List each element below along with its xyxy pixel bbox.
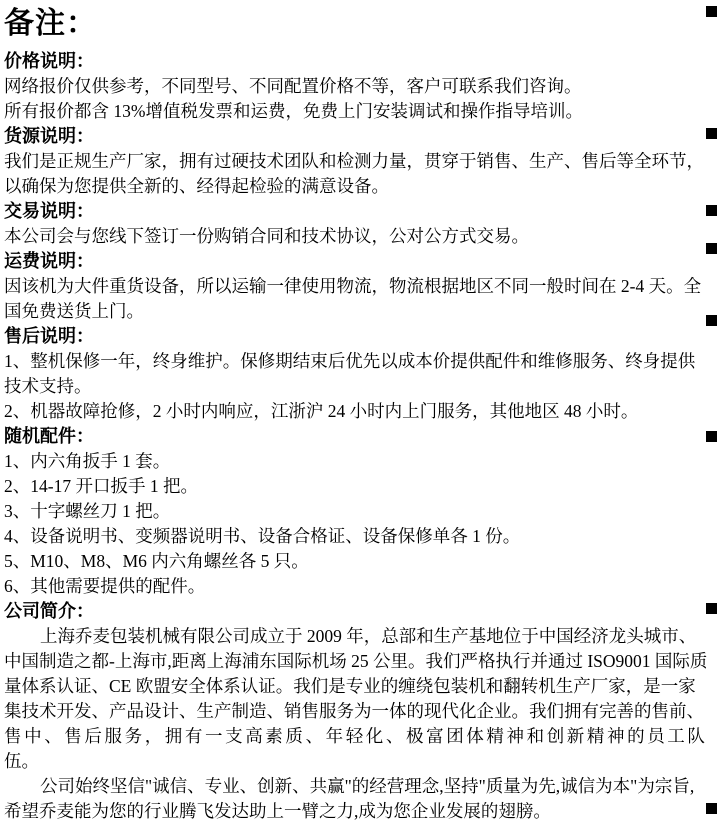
document-section [4, 49, 715, 124]
black-square-marker [706, 603, 717, 614]
text-line: 中国制造之都-上海市,距离上海浦东国际机场 25 公里。我们严格执行并通过 ISO9001 国际质 [4, 651, 708, 671]
text-line: 售中、售后服务，拥有一支高素质、年轻化、极富团体精神和创新精神的员工队 [4, 726, 708, 746]
text-line: 6、其他需要提供的配件。 [4, 576, 206, 596]
black-square-marker [706, 803, 717, 814]
text-line: 3、十字螺丝刀 1 把。 [4, 501, 171, 521]
text-line: 1、整机保修一年，终身维护。保修期结束后优先以成本价提供配件和维修服务、终身提供 [4, 351, 696, 371]
text-line: 2、机器故障抢修，2 小时内响应，江浙沪 24 小时内上门服务，其他地区 48 小时。 [4, 401, 639, 421]
section-heading: 货源说明： [4, 126, 94, 146]
text-line: 我们是正规生产厂家，拥有过硬技术团队和检测力量，贯穿于销售、生产、售后等全环节， [4, 151, 704, 171]
document-section [4, 599, 715, 824]
black-square-marker [706, 431, 717, 442]
black-square-marker [706, 315, 717, 326]
text-line: 5、M10、M8、M6 内六角螺丝各 5 只。 [4, 551, 309, 571]
text-line: 技术支持。 [4, 376, 92, 396]
black-square-marker [706, 205, 717, 216]
text-line: 所有报价都含 13%增值税发票和运费，免费上门安装调试和操作指导培训。 [4, 101, 583, 121]
document-section [4, 124, 715, 199]
text-line: 2、14-17 开口扳手 1 把。 [4, 476, 198, 496]
section-heading: 公司简介： [4, 601, 94, 621]
document-section [4, 424, 715, 599]
page-title: 备注： [4, 7, 97, 40]
document-section [4, 324, 715, 424]
text-line: 1、内六角扳手 1 套。 [4, 451, 171, 471]
text-line: 国免费送货上门。 [4, 301, 144, 321]
text-line: 本公司会与您线下签订一份购销合同和技术协议，公对公方式交易。 [4, 226, 529, 246]
section-heading: 随机配件： [4, 426, 94, 446]
document-body [4, 49, 715, 824]
text-line: 4、设备说明书、变频器说明书、设备合格证、设备保修单各 1 份。 [4, 526, 521, 546]
text-line: 伍。 [4, 751, 39, 771]
black-square-marker [706, 6, 717, 17]
text-line: 量体系认证、CE 欧盟安全体系认证。我们是专业的缠绕包装机和翻转机生产厂家，是一家 [4, 676, 696, 696]
section-heading: 运费说明： [4, 251, 94, 271]
section-heading: 价格说明： [4, 51, 94, 71]
section-heading: 售后说明： [4, 326, 94, 346]
black-square-marker [706, 128, 717, 139]
document-section [4, 199, 715, 249]
black-square-marker [706, 243, 717, 254]
document-section [4, 249, 715, 324]
text-line: 因该机为大件重货设备，所以运输一律使用物流，物流根据地区不同一般时间在 2-4 天。全 [4, 276, 702, 296]
text-line: 希望乔麦能为您的行业腾飞发达助上一臂之力,成为您企业发展的翅膀。 [4, 801, 551, 821]
text-line: 公司始终坚信"诚信、专业、创新、共赢"的经营理念,坚持"质量为先,诚信为本"为宗旨, [40, 776, 695, 796]
text-line: 集技术开发、产品设计、生产制造、销售服务为一体的现代化企业。我们拥有完善的售前、 [4, 701, 704, 721]
text-line: 网络报价仅供参考，不同型号、不同配置价格不等，客户可联系我们咨询。 [4, 76, 582, 96]
text-line: 上海乔麦包装机械有限公司成立于 2009 年，总部和生产基地位于中国经济龙头城市、 [40, 626, 697, 646]
text-line: 以确保为您提供全新的、经得起检验的满意设备。 [4, 176, 389, 196]
section-heading: 交易说明： [4, 201, 94, 221]
